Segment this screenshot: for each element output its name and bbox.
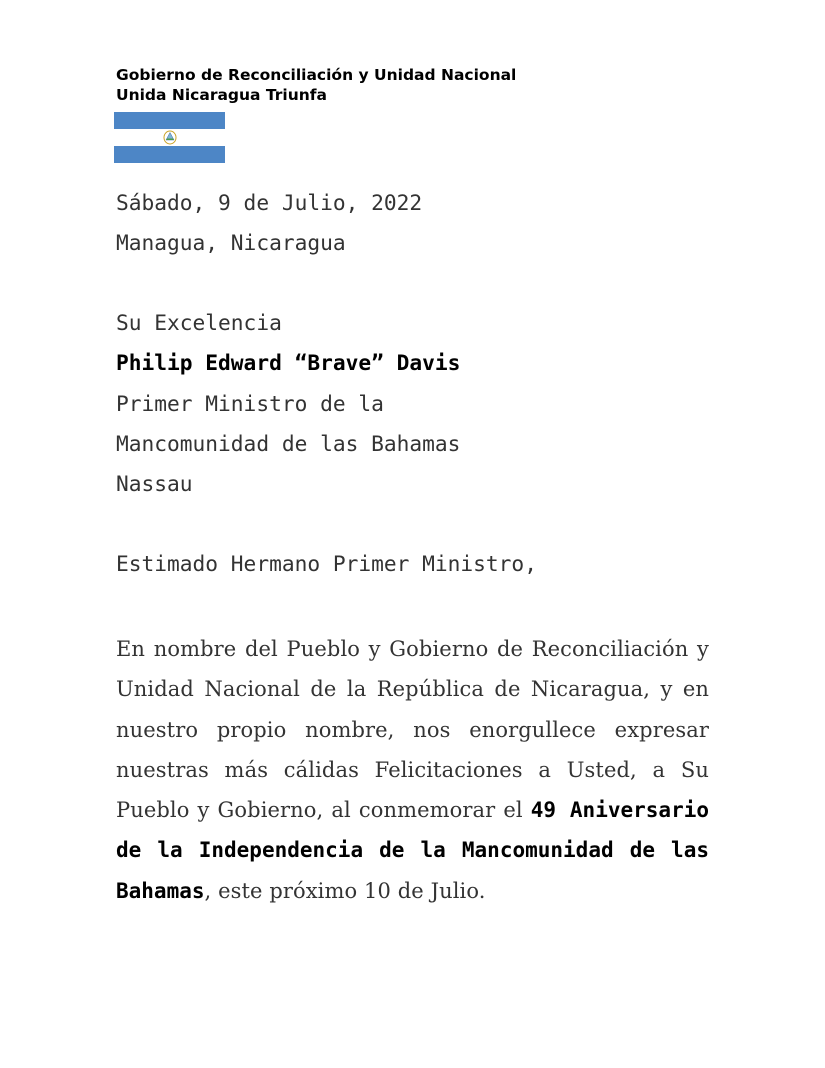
flag-bottom-band (114, 146, 225, 163)
government-name: Gobierno de Reconciliación y Unidad Nacional (116, 66, 517, 84)
recipient-name: Philip Edward “Brave” Davis (116, 350, 461, 375)
letter-date: Sábado, 9 de Julio, 2022 (116, 190, 423, 215)
government-slogan: Unida Nicaragua Triunfa (116, 86, 328, 104)
flag-top-band (114, 112, 225, 129)
letter-greeting: Estimado Hermano Primer Ministro, (116, 551, 537, 576)
body-highlight: 49 Aniversario de la Independencia de la Mancomunidad de las Bahamas (116, 798, 709, 903)
letter-place: Managua, Nicaragua (116, 230, 346, 255)
body-text-start: En nombre del Pueblo y Gobierno de Reconciliación y Unidad Nacional de la República de Nicaragua, y en nuestro propio nombre, nos enorgullece expresar nuestras más cálidas Felicitaciones a Usted, a Su Pueblo y Gobierno, al conmemorar el (116, 637, 709, 823)
recipient-role-line-1: Primer Ministro de la (116, 391, 384, 416)
body-text-end: , este próximo 10 de Julio. (204, 878, 486, 903)
letter-body (116, 629, 709, 911)
recipient-role-line-2: Mancomunidad de las Bahamas (116, 431, 461, 456)
recipient-title: Su Excelencia (116, 310, 282, 335)
recipient-city: Nassau (116, 471, 193, 496)
nicaragua-flag-icon (114, 112, 225, 163)
coat-of-arms-icon (163, 129, 177, 146)
